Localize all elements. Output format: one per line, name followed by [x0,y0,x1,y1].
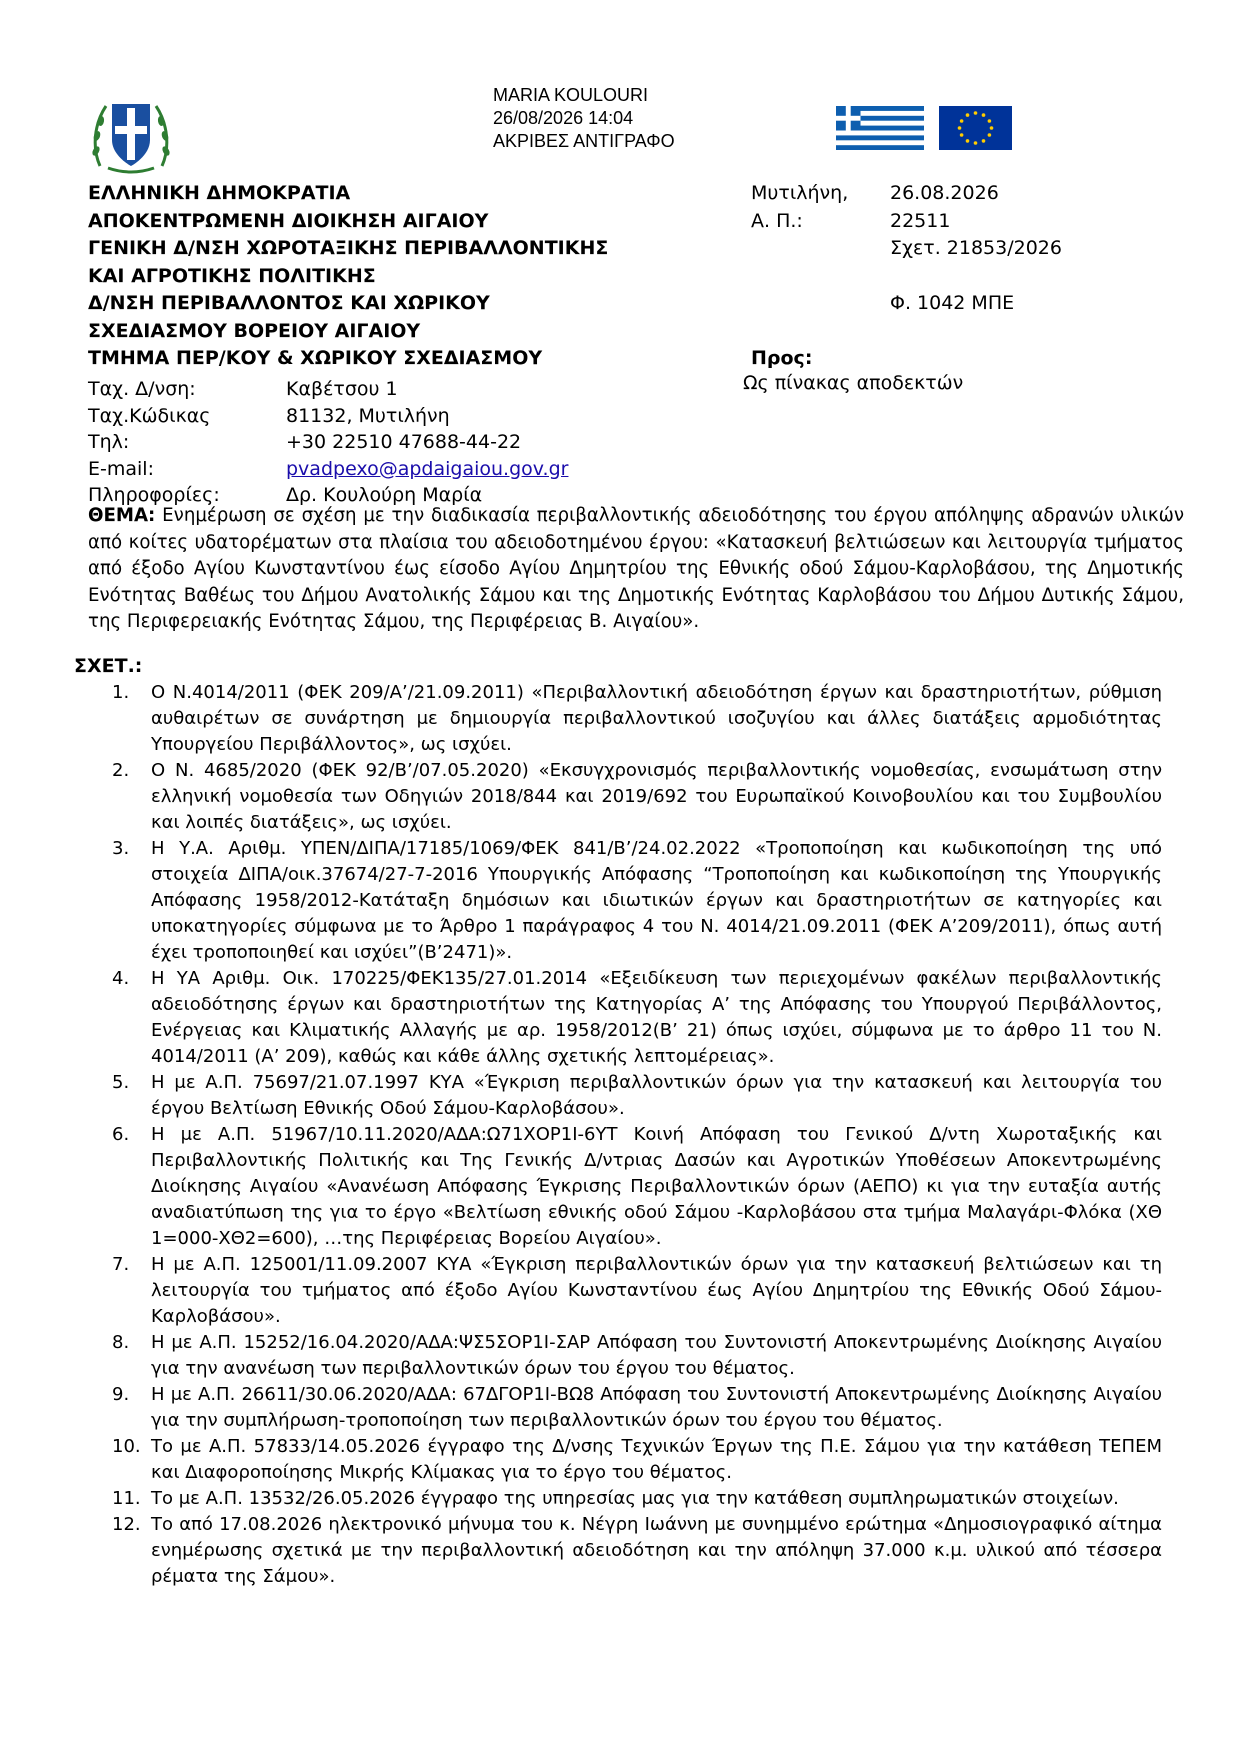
item-text: Το με Α.Π. 13532/26.05.2026 έγγραφο της υπηρεσίας μας για την κατάθεση συμπληρωματικών στοιχείων. [151,1488,1119,1509]
subject-paragraph [88,503,1184,636]
stamp-note: ΑΚΡΙΒΕΣ ΑΝΤΙΓΡΑΦΟ [493,131,675,151]
item-text: Η με Α.Π. 51967/10.11.2020/ΑΔΑ:Ω71ΧΟΡ1Ι-6ΥΤ Κοινή Απόφαση του Γενικού Δ/ντη Χωροταξικής και Περιβαλλοντικής Πολιτικής και Της Γενικής Δ/ντριας Δασών και Αγροτικών Υποθέσεων Αποκεντρωμένης Διοίκησης Αιγαίου «Ανανέωση Απόφασης Έγκρισης Περιβαλλοντικών όρων (ΑΕΠΟ) κι για την ευταξία αυτής αναδιατύπωση της για το έργο «Βελτίωση εθνικής οδού Σάμου -Καρλοβάσου στα τμήμα Μαλαγάρι-Φλόκα (ΧΘ 1=000-ΧΘ2=600), …της Περιφέρειας Βορείου Αιγαίου». [151,1124,1162,1249]
header-line: ΣΧΕΔΙΑΣΜΟΥ ΒΟΡΕΙΟΥ ΑΙΓΑΙΟΥ [88,319,421,342]
list-item [0,1122,1162,1252]
item-text: Το από 17.08.2026 ηλεκτρονικό μήνυμα του κ. Νέγρη Ιωάννη με συνημμένο ερώτημα «Δημοσιογραφικό αίτημα ενημέρωσης σχετικά με την περιβαλλοντική αδειοδότηση και την απόληψη 37.000 κ.μ. υλικού από τέσσερα ρέματα της Σάμου». [151,1514,1162,1587]
list-item [0,1070,1162,1122]
list-item [0,1434,1162,1486]
item-text: Το με Α.Π. 57833/14.05.2026 έγγραφο της Δ/νσης Τεχνικών Έργων της Π.Ε. Σάμου για την κατάθεση ΤΕΠΕΜ και Διαφοροποίησης Μικρής Κλίμακας για το έργο του θέματος. [151,1436,1162,1483]
subject-text: Ενημέρωση σε σχέση με την διαδικασία περιβαλλοντικής αδειοδότησης του έργου απόληψης αδρανών υλικών από κοίτες υδατορέματων στα πλαίσια του αδειοδοτημένου έργου: «Κατασκευή βελτιώσεων και λειτουργία τμήματος από έξοδο Αγίου Κωνσταντίνου έως είσοδο Αγίου Δημητρίου της Εθνικής οδού Σάμου-Καρλοβάσου, της Δημοτικής Ενότητας Βαθέως του Δήμου Ανατολικής Σάμου και της Δημοτικής Ενότητας Καρλοβάσου του Δήμου Δυτικής Σάμου, της Περιφερειακής Ενότητας Σάμου, της Περιφέρειας Β. Αιγαίου». [88,505,1184,632]
item-number: 5. [112,1072,130,1093]
list-item [0,1252,1162,1330]
item-number: 10. [112,1436,141,1457]
contact-value: +30 22510 47688-44-22 [286,431,522,453]
contact-row [88,376,568,403]
item-number: 4. [112,968,130,989]
recipients-label: Προς: [751,347,813,369]
item-text: Η ΥΑ Αριθμ. Οικ. 170225/ΦΕΚ135/27.01.2014 «Εξειδίκευση των περιεχομένων φακέλων περιβαλλοντικής αδειοδότησης έργων και δραστηριοτήτων της Κατηγορίας Α’ της Απόφασης του Υπουργού Περιβάλλοντος, Ενέργειας και Κλιματικής Αλλαγής με αρ. 1958/2012(Β’ 21) όπως ισχύει, σύμφωνα με το άρθρο 11 του Ν. 4014/2011 (Α’ 209), καθώς και κάθε άλλης σχετικής λεπτομέρειας». [151,968,1162,1067]
item-text: Η με Α.Π. 26611/30.06.2020/ΑΔΑ: 67ΔΓΟΡ1Ι-ΒΩ8 Απόφαση του Συντονιστή Αποκεντρωμένης Διοίκησης Αιγαίου για την συμπλήρωση-τροποποίηση των περιβαλλοντικών όρων του έργου του θέματος. [151,1384,1162,1431]
greek-coat-of-arms-icon [88,96,174,174]
protocol-label: Α. Π.: [751,209,803,232]
list-item [0,1330,1162,1382]
folder-number: Φ. 1042 ΜΠΕ [890,292,1015,314]
item-text: Η Υ.Α. Αριθμ. ΥΠΕΝ/ΔΙΠΑ/17185/1069/ΦΕΚ 841/Β’/24.02.2022 «Τροποποίηση και κωδικοποίηση της υπό στοιχεία ΔΙΠΑ/οικ.37674/27-7-2016 Υπουργικής Απόφασης “Τροποποίηση και κωδικοποίηση της Υπουργικής Απόφασης 1958/2012-Κατάταξη δημόσιων και ιδιωτικών έργων και δραστηριοτήτων σε κατηγορίες και υποκατηγορίες σύμφωνα με το Άρθρο 1 παράγραφος 4 του Ν. 4014/21.09.2011 (ΦΕΚ Α’209/2011), όπως αυτή έχει τροποποιηθεί και ισχύει”(Β’2471)». [151,838,1162,963]
contact-row [88,429,568,456]
list-item [0,680,1162,758]
item-number: 12. [112,1514,141,1535]
item-text: Η με Α.Π. 75697/21.07.1997 ΚΥΑ «Έγκριση περιβαλλοντικών όρων για την κατασκευή και λειτουργία του έργου Βελτίωση Εθνικής Οδού Σάμου-Καρλοβάσου». [151,1072,1162,1119]
item-number: 1. [112,682,130,703]
stamp-datetime: 26/08/2026 14:04 [493,108,634,128]
item-text: Ο Ν. 4685/2020 (ΦΕΚ 92/Β’/07.05.2020) «Εκσυγχρονισμός περιβαλλοντικής νομοθεσίας, ενσωμάτωση στην ελληνική νομοθεσία των Οδηγιών 2018/844 και 2019/692 του Ευρωπαϊκού Κοινοβουλίου και του Συμβουλίου και λοιπές διατάξεις», ως ισχύει. [151,760,1162,833]
item-text: Ο Ν.4014/2011 (ΦΕΚ 209/Α’/21.09.2011) «Περιβαλλοντική αδειοδότηση έργων και δραστηριοτήτων, ρύθμιση αυθαιρέτων σε συνάρτηση με δημιουργία περιβαλλοντικού ισοζυγίου και άλλες διατάξεις αρμοδιότητας Υπουργείου Περιβάλλοντος», ως ισχύει. [151,682,1162,755]
contact-value: Καβέτσου 1 [286,378,398,400]
item-number: 11. [112,1488,141,1509]
related-number: Σχετ. 21853/2026 [890,237,1062,259]
greek-flag-icon [836,106,1012,150]
subject-label: ΘΕΜΑ: [88,505,156,526]
list-item [0,966,1162,1070]
item-text: Η με Α.Π. 125001/11.09.2007 ΚΥΑ «Έγκριση περιβαλλοντικών όρων για την κατασκευή βελτιώσεων και τη λειτουργία του τμήματος από έξοδο Αγίου Κωνσταντίνου έως Αγίου Δημητρίου της Εθνικής Οδού Σάμου-Καρλοβάσου». [151,1254,1162,1327]
signature-stamp [493,84,675,153]
list-item [0,758,1162,836]
header-line: Δ/ΝΣΗ ΠΕΡΙΒΑΛΛΟΝΤΟΣ ΚΑΙ ΧΩΡΙΚΟΥ [88,292,490,314]
contact-value: Δρ. Κουλούρη Μαρία [286,484,483,506]
flags [836,106,1012,154]
protocol-number: 22511 [890,209,951,232]
list-item [0,1382,1162,1434]
list-item [0,836,1162,966]
contact-row [88,456,568,483]
place-label: Μυτιλήνη, [751,182,849,204]
item-number: 7. [112,1254,130,1275]
header-line: ΓΕΝΙΚΗ Δ/ΝΣΗ ΧΩΡΟΤΑΞΙΚΗΣ ΠΕΡΙΒΑΛΛΟΝΤΙΚΗΣ [88,237,609,259]
header-line: ΚΑΙ ΑΓΡΟΤΙΚΗΣ ΠΟΛΙΤΙΚΗΣ [88,264,376,287]
references-label: ΣΧΕΤ.: [74,655,143,677]
item-number: 9. [112,1384,130,1405]
list-item [0,1486,1162,1512]
list-item [0,1512,1162,1590]
item-text: Η με Α.Π. 15252/16.04.2020/ΑΔΑ:ΨΣ5ΣΟΡ1Ι-ΣΑΡ Απόφαση του Συντονιστή Αποκεντρωμένης Διοίκησης Αιγαίου για την ανανέωση των περιβαλλοντικών όρων του έργου του θέματος. [151,1332,1162,1379]
organization-header [88,180,608,373]
contact-value: 81132, Μυτιλήνη [286,404,450,427]
contact-label: Ταχ. Δ/νση: [88,378,196,400]
recipients-value: Ως πίνακας αποδεκτών [743,372,964,394]
item-number: 3. [112,838,130,859]
contact-label: Τηλ: [88,431,130,453]
item-number: 2. [112,760,130,781]
contact-label: E-mail: [88,457,154,480]
contact-label: Ταχ.Κώδικας [88,404,211,427]
header-line: ΤΜΗΜΑ ΠΕΡ/ΚΟΥ & ΧΩΡΙΚΟΥ ΣΧΕΔΙΑΣΜΟΥ [88,347,543,369]
eu-flag-icon [939,106,1012,150]
header-line: ΕΛΛΗΝΙΚΗ ΔΗΜΟΚΡΑΤΙΑ [88,182,351,204]
email-link[interactable]: pvadpexo@apdaigaiou.gov.gr [286,457,569,480]
item-number: 6. [112,1124,130,1145]
item-number: 8. [112,1332,130,1353]
contact-row [88,403,568,430]
document-date: 26.08.2026 [890,182,999,204]
references-list [0,680,1162,1590]
header-line: ΑΠΟΚΕΝΤΡΩΜΕΝΗ ΔΙΟΙΚΗΣΗ ΑΙΓΑΙΟΥ [88,209,489,232]
contact-info [88,376,568,509]
stamp-name: MARIA KOULOURI [493,85,649,105]
contact-label: Πληροφορίες: [88,484,220,506]
